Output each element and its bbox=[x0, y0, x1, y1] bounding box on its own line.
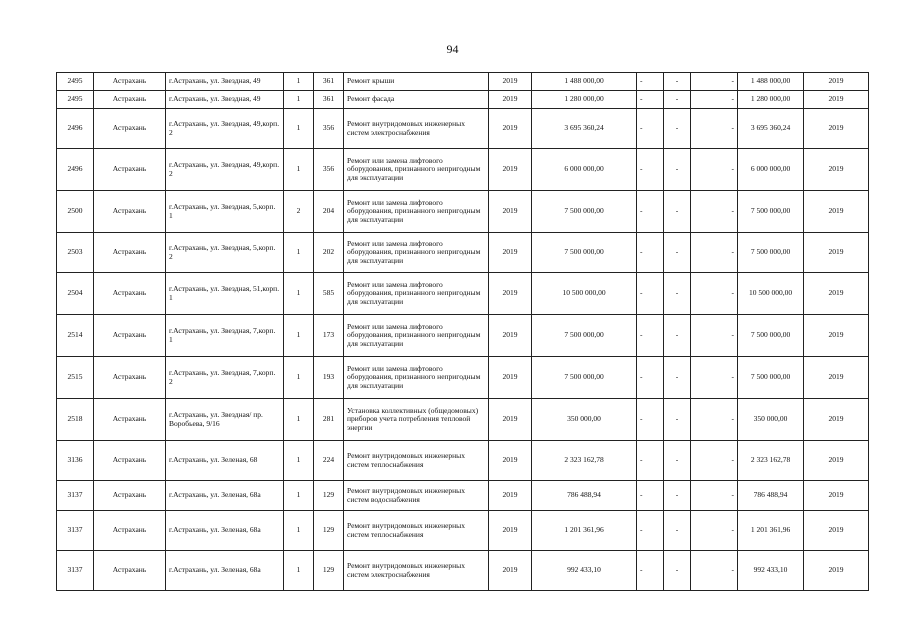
cell-building-count: 1 bbox=[284, 73, 314, 91]
cell-dash-1: - bbox=[637, 91, 664, 109]
cell-building-count: 1 bbox=[284, 315, 314, 357]
cell-dash-2: - bbox=[664, 441, 691, 481]
table-row bbox=[57, 357, 869, 399]
cell-year: 2019 bbox=[489, 273, 532, 315]
cell-completion-year: 2019 bbox=[804, 399, 869, 441]
cell-completion-year: 2019 bbox=[804, 73, 869, 91]
cell-dash-3: - bbox=[691, 149, 738, 191]
table-row bbox=[57, 91, 869, 109]
cell-flats-count: 129 bbox=[314, 481, 344, 511]
table-row bbox=[57, 109, 869, 149]
cell-dash-1: - bbox=[637, 511, 664, 551]
cell-year: 2019 bbox=[489, 551, 532, 591]
cell-completion-year: 2019 bbox=[804, 315, 869, 357]
table-row bbox=[57, 481, 869, 511]
repair-register-table bbox=[56, 72, 869, 591]
table-row bbox=[57, 551, 869, 591]
cell-cost: 10 500 000,00 bbox=[532, 273, 637, 315]
cell-municipality: Астрахань bbox=[94, 149, 166, 191]
cell-total-cost: 7 500 000,00 bbox=[738, 357, 804, 399]
cell-municipality: Астрахань bbox=[94, 191, 166, 233]
table-row bbox=[57, 511, 869, 551]
cell-program-number: 2514 bbox=[57, 315, 94, 357]
table-row bbox=[57, 149, 869, 191]
cell-completion-year: 2019 bbox=[804, 357, 869, 399]
cell-work-type: Ремонт или замена лифтового оборудования, признанного непригодным для эксплуатации bbox=[344, 273, 489, 315]
cell-flats-count: 193 bbox=[314, 357, 344, 399]
cell-total-cost: 786 488,94 bbox=[738, 481, 804, 511]
cell-address: г.Астрахань, ул. Зеленая, 68а bbox=[166, 551, 284, 591]
cell-municipality: Астрахань bbox=[94, 315, 166, 357]
cell-program-number: 3137 bbox=[57, 481, 94, 511]
cell-year: 2019 bbox=[489, 91, 532, 109]
cell-dash-3: - bbox=[691, 109, 738, 149]
cell-municipality: Астрахань bbox=[94, 357, 166, 399]
cell-work-type: Ремонт внутридомовых инженерных систем теплоснабжения bbox=[344, 441, 489, 481]
cell-dash-2: - bbox=[664, 551, 691, 591]
cell-dash-3: - bbox=[691, 233, 738, 273]
cell-flats-count: 204 bbox=[314, 191, 344, 233]
table-body bbox=[57, 73, 869, 591]
cell-building-count: 2 bbox=[284, 191, 314, 233]
cell-dash-3: - bbox=[691, 273, 738, 315]
cell-total-cost: 1 201 361,96 bbox=[738, 511, 804, 551]
cell-building-count: 1 bbox=[284, 511, 314, 551]
cell-total-cost: 7 500 000,00 bbox=[738, 233, 804, 273]
cell-total-cost: 350 000,00 bbox=[738, 399, 804, 441]
cell-completion-year: 2019 bbox=[804, 511, 869, 551]
cell-completion-year: 2019 bbox=[804, 109, 869, 149]
cell-dash-3: - bbox=[691, 357, 738, 399]
cell-program-number: 3136 bbox=[57, 441, 94, 481]
cell-completion-year: 2019 bbox=[804, 191, 869, 233]
cell-municipality: Астрахань bbox=[94, 399, 166, 441]
cell-building-count: 1 bbox=[284, 273, 314, 315]
cell-address: г.Астрахань, ул. Зеленая, 68 bbox=[166, 441, 284, 481]
cell-work-type: Ремонт внутридомовых инженерных систем электроснабжения bbox=[344, 551, 489, 591]
cell-program-number: 3137 bbox=[57, 511, 94, 551]
cell-dash-2: - bbox=[664, 149, 691, 191]
cell-dash-1: - bbox=[637, 441, 664, 481]
cell-year: 2019 bbox=[489, 73, 532, 91]
cell-building-count: 1 bbox=[284, 441, 314, 481]
cell-building-count: 1 bbox=[284, 399, 314, 441]
cell-dash-2: - bbox=[664, 91, 691, 109]
cell-completion-year: 2019 bbox=[804, 551, 869, 591]
cell-cost: 3 695 360,24 bbox=[532, 109, 637, 149]
cell-flats-count: 202 bbox=[314, 233, 344, 273]
cell-building-count: 1 bbox=[284, 149, 314, 191]
cell-dash-2: - bbox=[664, 511, 691, 551]
cell-completion-year: 2019 bbox=[804, 481, 869, 511]
cell-dash-3: - bbox=[691, 399, 738, 441]
cell-address: г.Астрахань, ул. Зеленая, 68а bbox=[166, 481, 284, 511]
cell-municipality: Астрахань bbox=[94, 551, 166, 591]
cell-address: г.Астрахань, ул. Звездная, 49 bbox=[166, 73, 284, 91]
cell-work-type: Установка коллективных (общедомовых) приборов учета потребления тепловой энергии bbox=[344, 399, 489, 441]
cell-completion-year: 2019 bbox=[804, 149, 869, 191]
cell-total-cost: 2 323 162,78 bbox=[738, 441, 804, 481]
table-row bbox=[57, 399, 869, 441]
cell-dash-3: - bbox=[691, 191, 738, 233]
cell-year: 2019 bbox=[489, 399, 532, 441]
cell-cost: 1 201 361,96 bbox=[532, 511, 637, 551]
cell-dash-1: - bbox=[637, 551, 664, 591]
cell-building-count: 1 bbox=[284, 233, 314, 273]
cell-municipality: Астрахань bbox=[94, 73, 166, 91]
cell-dash-3: - bbox=[691, 91, 738, 109]
cell-cost: 6 000 000,00 bbox=[532, 149, 637, 191]
cell-address: г.Астрахань, ул. Звездная, 7,корп. 1 bbox=[166, 315, 284, 357]
cell-dash-2: - bbox=[664, 273, 691, 315]
cell-total-cost: 7 500 000,00 bbox=[738, 191, 804, 233]
cell-flats-count: 129 bbox=[314, 551, 344, 591]
cell-total-cost: 7 500 000,00 bbox=[738, 315, 804, 357]
table-row bbox=[57, 233, 869, 273]
cell-cost: 1 280 000,00 bbox=[532, 91, 637, 109]
cell-dash-2: - bbox=[664, 315, 691, 357]
cell-dash-1: - bbox=[637, 233, 664, 273]
cell-program-number: 2495 bbox=[57, 73, 94, 91]
cell-cost: 992 433,10 bbox=[532, 551, 637, 591]
cell-dash-2: - bbox=[664, 233, 691, 273]
cell-dash-2: - bbox=[664, 109, 691, 149]
table-row bbox=[57, 273, 869, 315]
cell-completion-year: 2019 bbox=[804, 233, 869, 273]
cell-program-number: 2504 bbox=[57, 273, 94, 315]
cell-dash-1: - bbox=[637, 191, 664, 233]
cell-flats-count: 281 bbox=[314, 399, 344, 441]
cell-work-type: Ремонт или замена лифтового оборудования, признанного непригодным для эксплуатации bbox=[344, 357, 489, 399]
cell-cost: 7 500 000,00 bbox=[532, 233, 637, 273]
table-row bbox=[57, 191, 869, 233]
cell-year: 2019 bbox=[489, 357, 532, 399]
cell-address: г.Астрахань, ул. Звездная, 49,корп. 2 bbox=[166, 109, 284, 149]
cell-program-number: 2515 bbox=[57, 357, 94, 399]
cell-dash-1: - bbox=[637, 315, 664, 357]
cell-year: 2019 bbox=[489, 511, 532, 551]
cell-total-cost: 992 433,10 bbox=[738, 551, 804, 591]
table-row bbox=[57, 315, 869, 357]
cell-address: г.Астрахань, ул. Звездная, 49 bbox=[166, 91, 284, 109]
cell-program-number: 2496 bbox=[57, 109, 94, 149]
cell-program-number: 3137 bbox=[57, 551, 94, 591]
cell-dash-3: - bbox=[691, 481, 738, 511]
cell-municipality: Астрахань bbox=[94, 511, 166, 551]
cell-address: г.Астрахань, ул. Звездная, 5,корп. 1 bbox=[166, 191, 284, 233]
cell-cost: 7 500 000,00 bbox=[532, 357, 637, 399]
cell-total-cost: 10 500 000,00 bbox=[738, 273, 804, 315]
cell-building-count: 1 bbox=[284, 357, 314, 399]
cell-municipality: Астрахань bbox=[94, 273, 166, 315]
table-row bbox=[57, 73, 869, 91]
cell-address: г.Астрахань, ул. Звездная/ пр. Воробьева, 9/16 bbox=[166, 399, 284, 441]
cell-dash-1: - bbox=[637, 357, 664, 399]
cell-dash-2: - bbox=[664, 357, 691, 399]
cell-work-type: Ремонт или замена лифтового оборудования, признанного непригодным для эксплуатации bbox=[344, 315, 489, 357]
cell-cost: 7 500 000,00 bbox=[532, 315, 637, 357]
cell-work-type: Ремонт или замена лифтового оборудования, признанного непригодным для эксплуатации bbox=[344, 233, 489, 273]
cell-program-number: 2503 bbox=[57, 233, 94, 273]
cell-dash-3: - bbox=[691, 551, 738, 591]
cell-municipality: Астрахань bbox=[94, 91, 166, 109]
cell-municipality: Астрахань bbox=[94, 481, 166, 511]
cell-building-count: 1 bbox=[284, 91, 314, 109]
cell-year: 2019 bbox=[489, 441, 532, 481]
cell-cost: 7 500 000,00 bbox=[532, 191, 637, 233]
cell-work-type: Ремонт внутридомовых инженерных систем водоснабжения bbox=[344, 481, 489, 511]
cell-flats-count: 173 bbox=[314, 315, 344, 357]
cell-year: 2019 bbox=[489, 481, 532, 511]
cell-address: г.Астрахань, ул. Зеленая, 68а bbox=[166, 511, 284, 551]
cell-program-number: 2495 bbox=[57, 91, 94, 109]
cell-total-cost: 1 280 000,00 bbox=[738, 91, 804, 109]
cell-address: г.Астрахань, ул. Звездная, 7,корп. 2 bbox=[166, 357, 284, 399]
page-number: 94 bbox=[446, 42, 459, 56]
cell-work-type: Ремонт фасада bbox=[344, 91, 489, 109]
cell-year: 2019 bbox=[489, 109, 532, 149]
cell-year: 2019 bbox=[489, 149, 532, 191]
cell-flats-count: 361 bbox=[314, 73, 344, 91]
cell-total-cost: 3 695 360,24 bbox=[738, 109, 804, 149]
cell-address: г.Астрахань, ул. Звездная, 5,корп. 2 bbox=[166, 233, 284, 273]
cell-work-type: Ремонт внутридомовых инженерных систем электроснабжения bbox=[344, 109, 489, 149]
cell-year: 2019 bbox=[489, 315, 532, 357]
cell-dash-1: - bbox=[637, 73, 664, 91]
cell-municipality: Астрахань bbox=[94, 233, 166, 273]
cell-cost: 786 488,94 bbox=[532, 481, 637, 511]
cell-work-type: Ремонт или замена лифтового оборудования, признанного непригодным для эксплуатации bbox=[344, 191, 489, 233]
cell-dash-1: - bbox=[637, 399, 664, 441]
cell-building-count: 1 bbox=[284, 551, 314, 591]
cell-dash-2: - bbox=[664, 73, 691, 91]
cell-building-count: 1 bbox=[284, 109, 314, 149]
cell-municipality: Астрахань bbox=[94, 109, 166, 149]
cell-completion-year: 2019 bbox=[804, 91, 869, 109]
cell-year: 2019 bbox=[489, 233, 532, 273]
cell-dash-3: - bbox=[691, 73, 738, 91]
cell-cost: 350 000,00 bbox=[532, 399, 637, 441]
table-row bbox=[57, 441, 869, 481]
cell-total-cost: 6 000 000,00 bbox=[738, 149, 804, 191]
cell-work-type: Ремонт или замена лифтового оборудования, признанного непригодным для эксплуатации bbox=[344, 149, 489, 191]
cell-dash-3: - bbox=[691, 511, 738, 551]
cell-flats-count: 224 bbox=[314, 441, 344, 481]
cell-dash-1: - bbox=[637, 149, 664, 191]
cell-flats-count: 356 bbox=[314, 149, 344, 191]
cell-work-type: Ремонт крыши bbox=[344, 73, 489, 91]
cell-dash-1: - bbox=[637, 273, 664, 315]
cell-dash-1: - bbox=[637, 481, 664, 511]
cell-flats-count: 356 bbox=[314, 109, 344, 149]
cell-program-number: 2496 bbox=[57, 149, 94, 191]
cell-flats-count: 361 bbox=[314, 91, 344, 109]
cell-program-number: 2518 bbox=[57, 399, 94, 441]
cell-dash-3: - bbox=[691, 315, 738, 357]
cell-flats-count: 585 bbox=[314, 273, 344, 315]
cell-dash-2: - bbox=[664, 481, 691, 511]
cell-work-type: Ремонт внутридомовых инженерных систем теплоснабжения bbox=[344, 511, 489, 551]
cell-flats-count: 129 bbox=[314, 511, 344, 551]
cell-year: 2019 bbox=[489, 191, 532, 233]
cell-completion-year: 2019 bbox=[804, 441, 869, 481]
cell-building-count: 1 bbox=[284, 481, 314, 511]
cell-cost: 2 323 162,78 bbox=[532, 441, 637, 481]
cell-cost: 1 488 000,00 bbox=[532, 73, 637, 91]
cell-dash-2: - bbox=[664, 399, 691, 441]
cell-address: г.Астрахань, ул. Звездная, 51,корп. 1 bbox=[166, 273, 284, 315]
cell-dash-3: - bbox=[691, 441, 738, 481]
cell-municipality: Астрахань bbox=[94, 441, 166, 481]
cell-program-number: 2500 bbox=[57, 191, 94, 233]
cell-dash-2: - bbox=[664, 191, 691, 233]
cell-completion-year: 2019 bbox=[804, 273, 869, 315]
cell-total-cost: 1 488 000,00 bbox=[738, 73, 804, 91]
cell-dash-1: - bbox=[637, 109, 664, 149]
cell-address: г.Астрахань, ул. Звездная, 49,корп. 2 bbox=[166, 149, 284, 191]
